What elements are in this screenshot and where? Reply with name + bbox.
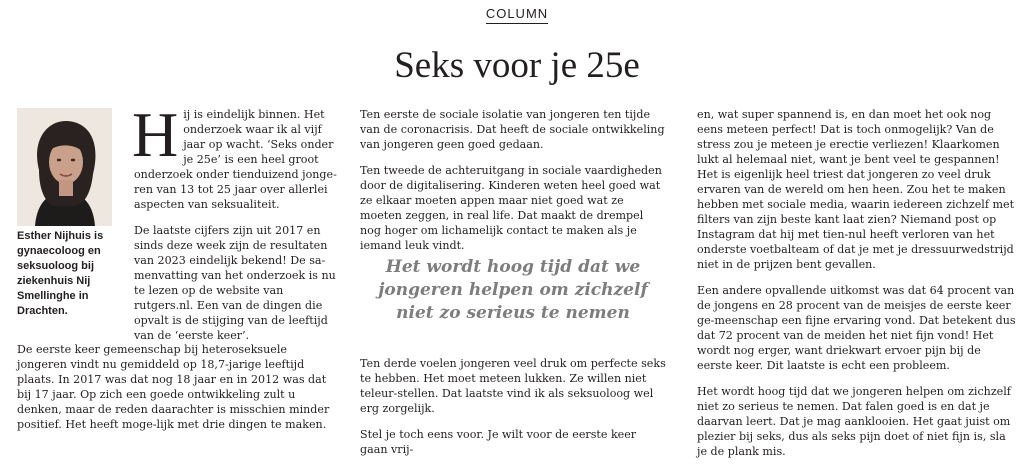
- paragraph: De laatste cijfers zijn uit 2017 en sinds deze week zijn de resultaten van 2023 eindelijk bekend! De sa-menvatting van het onderzoek is nu te lezen op de website van rutgers.nl. Een van de dingen die opvalt is de stijging van de leeftijd van de ‘eerste keer’.: [134, 224, 336, 342]
- section-kicker: COLUMN: [0, 6, 1034, 21]
- paragraph: Stel je toch eens voor. Je wilt voor de eerste keer gaan vrij-: [360, 428, 637, 456]
- paragraph: De eerste keer gemeenschap bij heteroseksuele jongeren vindt nu gemiddeld op 18,7-jarige leeftijd plaats. In 2017 was dat nog 18 jaar en in 2012 was dat bij 17 jaar. Op zich een goede ontwikkeling zult u denken, maar de reden daarachter is misschien minder positief. Het heeft moge-lijk met drie dingen te maken.: [17, 343, 330, 431]
- author-caption: Esther Nijhuis is gynaecoloog en seksuoloog bij ziekenhuis Nij Smellinghe in Drachten.: [17, 230, 104, 317]
- paragraph: Ten tweede de achteruitgang in sociale vaardigheden door de digitalisering. Kinderen weten heel goed wat ze elkaar moeten appen maar niet goed wat ze moeten zeggen, in real life. Dat maakt de drempel nog hoger om lichamelijk contact te maken als je iemand leuk vindt.: [360, 164, 662, 252]
- pull-quote: Het wordt hoog tijd dat we jongeren helpen om zichzelf niet zo serieus te nemen: [378, 257, 648, 323]
- column-3: [697, 107, 1019, 470]
- paragraph: Ten eerste de sociale isolatie van jongeren ten tijde van de coronacrisis. Dat heeft de sociale ontwikkeling van jongeren geen goed gedaan.: [360, 108, 665, 151]
- article-headline: Seks voor je 25e: [394, 45, 640, 86]
- author-photo: [17, 108, 112, 226]
- column-2-top: [360, 107, 666, 264]
- paragraph: Een andere opvallende uitkomst was dat 64 procent van de jongens en 28 procent van de meisjes de eerste keer ge-meenschap een fijne ervaring vond. Dat betekent dus dat 72 procent van de meiden het niet fijn vond! Het wordt nog erger, want driekwart ervoer pijn bij de eerste keer. Dit laatste is echt een probleem.: [697, 284, 1016, 372]
- column-1-intro: [132, 99, 339, 354]
- paragraph: Het wordt hoog tijd dat we jongeren helpen om zichzelf niet zo serieus te nemen. Dat falen goed is en dat je daarvan leert. Dat je mag aanklooien. Het gaat juist om plezier bij seks, dus als seks pijn doet of niet fijn is, sla je de plank mis.: [697, 385, 1011, 458]
- paragraph: ij is eindelijk binnen. Het onderzoek waar ik al vijf jaar op wacht. ‘Seks onder je 25e’ is een heel groot onderzoek onder tienduizend jonge-ren van 13 tot 25 jaar over allerlei aspecten van seksualiteit.: [134, 108, 337, 211]
- paragraph: Ten derde voelen jongeren veel druk om perfecte seks te hebben. Het moet meteen lukken. Ze willen niet teleur-stellen. Dat laatste vind ik als seksuoloog wel erg zorgelijk.: [360, 357, 666, 415]
- paragraph: en, wat super spannend is, en dan moet het ook nog eens meteen perfect! Dat is toch onmogelijk? Van de stress zou je meteen je erectie verliezen! Klaarkomen lukt al helemaal niet, want je bent veel te gespannen! Het is eigenlijk heel triest dat jongeren zo veel druk ervaren van de wereld om hen heen. Zou het te maken hebben met sociale media, waarin iedereen zichzelf met filters van zijn beste kant laat zien? Niemand post op Instagram dat hij met tien-nul heeft verloren van het onderste voetbalteam of dat je met je dressuurwedstrijd niet in de prijzen bent gevallen.: [697, 108, 1015, 271]
- column-1-body: [17, 342, 339, 443]
- column-2-bottom: [360, 356, 666, 468]
- drop-cap: H: [132, 99, 179, 170]
